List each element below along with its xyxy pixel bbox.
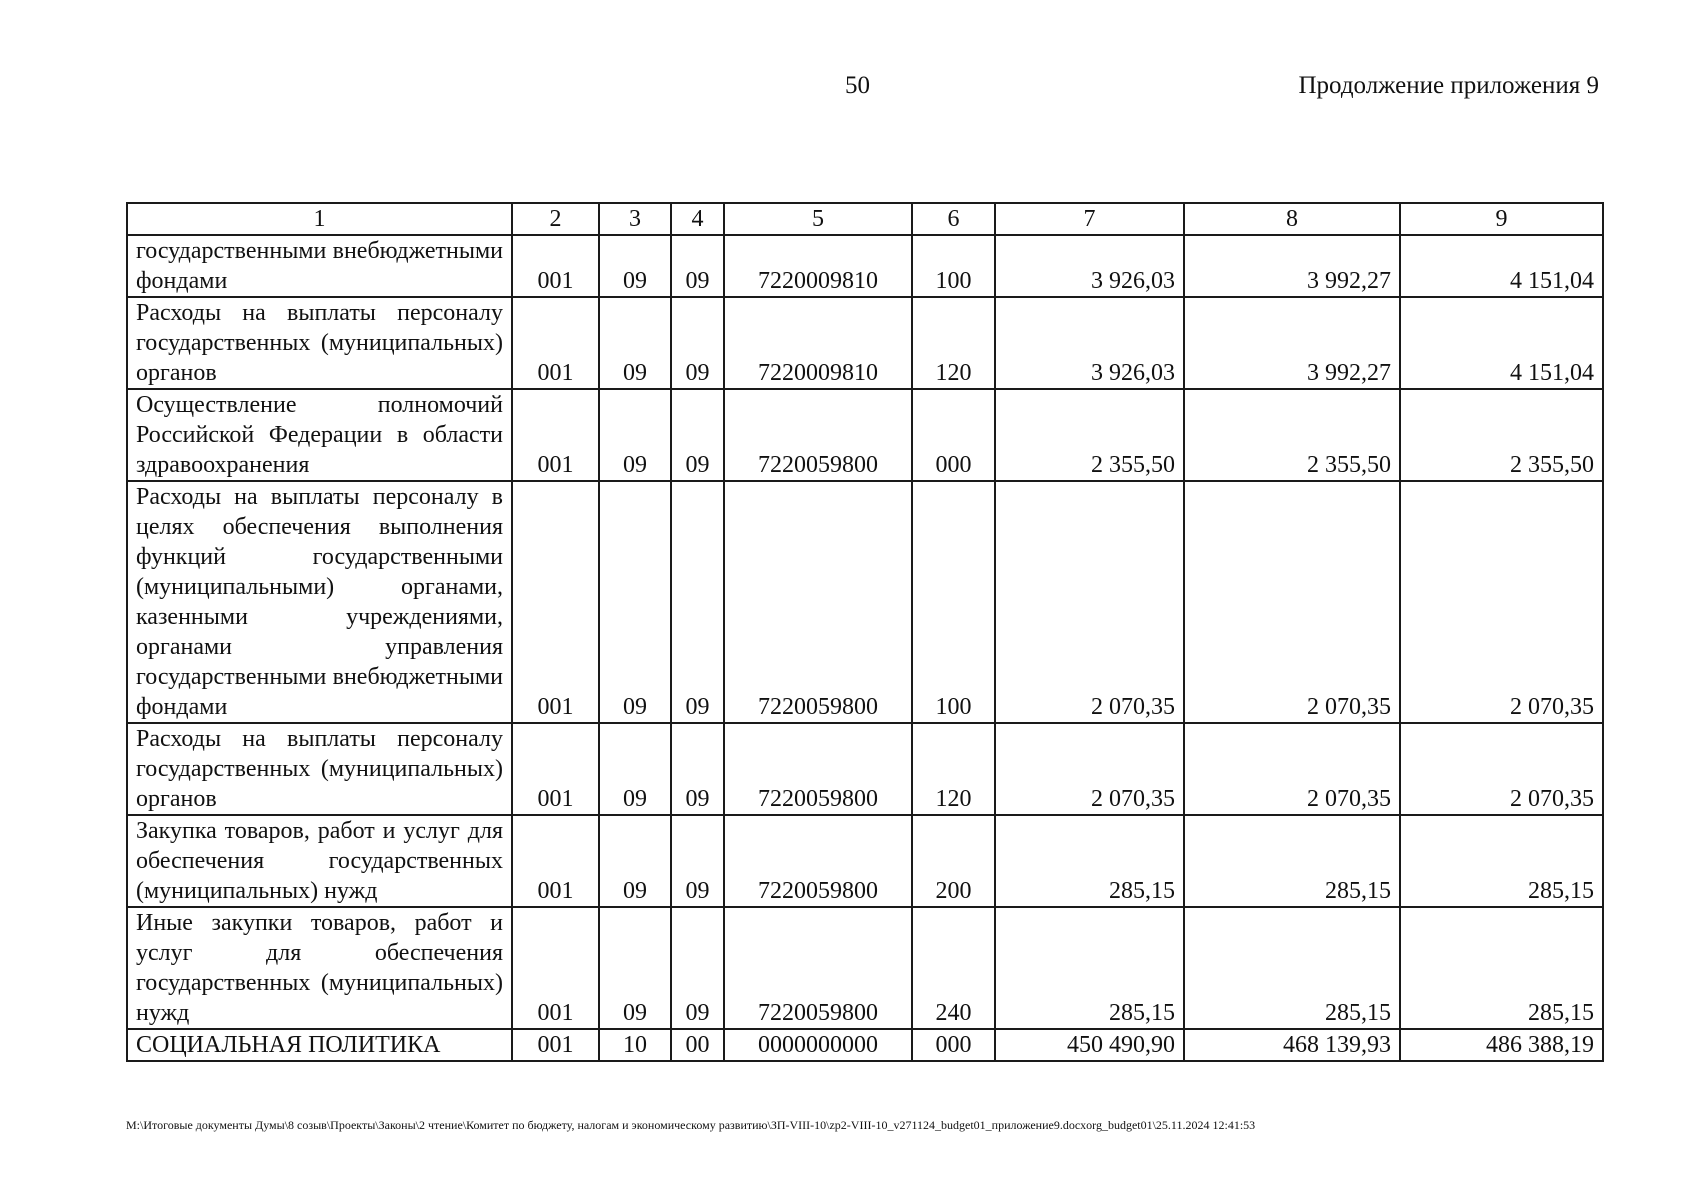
target-article-cell: 7220059800 [724,481,912,723]
expense-name-cell: Иные закупки товаров, работ и услуг для обеспечения государственных (муниципальных) нужд [127,907,512,1029]
amount-col9-cell: 486 388,19 [1400,1029,1603,1061]
column-header: 5 [724,203,912,235]
amount-col9-cell: 2 070,35 [1400,481,1603,723]
amount-col9-cell: 285,15 [1400,907,1603,1029]
section-code-cell: 09 [599,389,671,481]
section-code-cell: 09 [599,815,671,907]
table-row [127,235,1603,297]
expense-name-cell: Расходы на выплаты персоналу государственных (муниципальных) органов [127,723,512,815]
table-row [127,297,1603,389]
amount-col8-cell: 2 355,50 [1184,389,1400,481]
target-article-cell: 7220059800 [724,389,912,481]
budget-table [126,202,1604,1062]
amount-col9-cell: 2 070,35 [1400,723,1603,815]
ministry-code-cell: 001 [512,481,599,723]
amount-col7-cell: 285,15 [995,907,1184,1029]
subsection-code-cell: 09 [671,815,724,907]
document-file-path: M:\Итоговые документы Думы\8 созыв\Проекты\Законы\2 чтение\Комитет по бюджету, налогам и экономическому развитию\ЗП-VIII-10\zp2-VIII-10_v271124_budget01_приложение9.docxorg_budget01\25.11.2024 12:41:53 [126,1118,1256,1132]
expense-type-cell: 100 [912,481,995,723]
amount-col8-cell: 2 070,35 [1184,723,1400,815]
section-total-row [127,1029,1603,1061]
amount-col8-cell: 285,15 [1184,907,1400,1029]
expense-type-cell: 120 [912,297,995,389]
amount-col9-cell: 285,15 [1400,815,1603,907]
expense-name-cell: Закупка товаров, работ и услуг для обеспечения государственных (муниципальных) нужд [127,815,512,907]
amount-col8-cell: 468 139,93 [1184,1029,1400,1061]
page-number: 50 [845,72,870,99]
ministry-code-cell: 001 [512,297,599,389]
amount-col7-cell: 450 490,90 [995,1029,1184,1061]
expense-type-cell: 000 [912,1029,995,1061]
target-article-cell: 7220059800 [724,815,912,907]
amount-col9-cell: 4 151,04 [1400,235,1603,297]
subsection-code-cell: 09 [671,723,724,815]
expense-type-cell: 200 [912,815,995,907]
column-number-row [127,203,1603,235]
section-code-cell: 09 [599,481,671,723]
subsection-code-cell: 09 [671,235,724,297]
expense-name-cell: государственными внебюджетными фондами [127,235,512,297]
target-article-cell: 7220059800 [724,723,912,815]
subsection-code-cell: 09 [671,481,724,723]
subsection-code-cell: 09 [671,389,724,481]
expense-name-cell: Расходы на выплаты персоналу государственных (муниципальных) органов [127,297,512,389]
ministry-code-cell: 001 [512,815,599,907]
section-name-cell: СОЦИАЛЬНАЯ ПОЛИТИКА [127,1029,512,1061]
appendix-continuation-note: Продолжение приложения 9 [1298,72,1599,99]
subsection-code-cell: 09 [671,907,724,1029]
expense-type-cell: 100 [912,235,995,297]
subsection-code-cell: 09 [671,297,724,389]
subsection-code-cell: 00 [671,1029,724,1061]
ministry-code-cell: 001 [512,1029,599,1061]
amount-col7-cell: 3 926,03 [995,235,1184,297]
expense-name-cell: Осуществление полномочий Российской Федерации в области здравоохранения [127,389,512,481]
amount-col7-cell: 2 070,35 [995,723,1184,815]
section-code-cell: 09 [599,297,671,389]
table-row [127,815,1603,907]
target-article-cell: 7220009810 [724,235,912,297]
amount-col9-cell: 2 355,50 [1400,389,1603,481]
table-row [127,481,1603,723]
ministry-code-cell: 001 [512,389,599,481]
target-article-cell: 7220009810 [724,297,912,389]
section-code-cell: 09 [599,723,671,815]
column-header: 6 [912,203,995,235]
column-header: 9 [1400,203,1603,235]
section-code-cell: 09 [599,907,671,1029]
column-header: 7 [995,203,1184,235]
section-code-cell: 10 [599,1029,671,1061]
column-header: 1 [127,203,512,235]
target-article-cell: 7220059800 [724,907,912,1029]
target-article-cell: 0000000000 [724,1029,912,1061]
table-row [127,389,1603,481]
ministry-code-cell: 001 [512,723,599,815]
amount-col7-cell: 285,15 [995,815,1184,907]
amount-col8-cell: 3 992,27 [1184,235,1400,297]
expense-type-cell: 240 [912,907,995,1029]
column-header: 2 [512,203,599,235]
amount-col8-cell: 2 070,35 [1184,481,1400,723]
table-row [127,723,1603,815]
ministry-code-cell: 001 [512,235,599,297]
amount-col8-cell: 3 992,27 [1184,297,1400,389]
amount-col7-cell: 3 926,03 [995,297,1184,389]
column-header: 4 [671,203,724,235]
table-row [127,907,1603,1029]
expense-type-cell: 000 [912,389,995,481]
column-header: 3 [599,203,671,235]
expense-type-cell: 120 [912,723,995,815]
section-code-cell: 09 [599,235,671,297]
amount-col7-cell: 2 355,50 [995,389,1184,481]
amount-col8-cell: 285,15 [1184,815,1400,907]
amount-col9-cell: 4 151,04 [1400,297,1603,389]
ministry-code-cell: 001 [512,907,599,1029]
expense-name-cell: Расходы на выплаты персоналу в целях обеспечения выполнения функций государственными (муниципальными) органами, казенными учреждениями, органами управления государственными внебюджетными фондами [127,481,512,723]
column-header: 8 [1184,203,1400,235]
amount-col7-cell: 2 070,35 [995,481,1184,723]
